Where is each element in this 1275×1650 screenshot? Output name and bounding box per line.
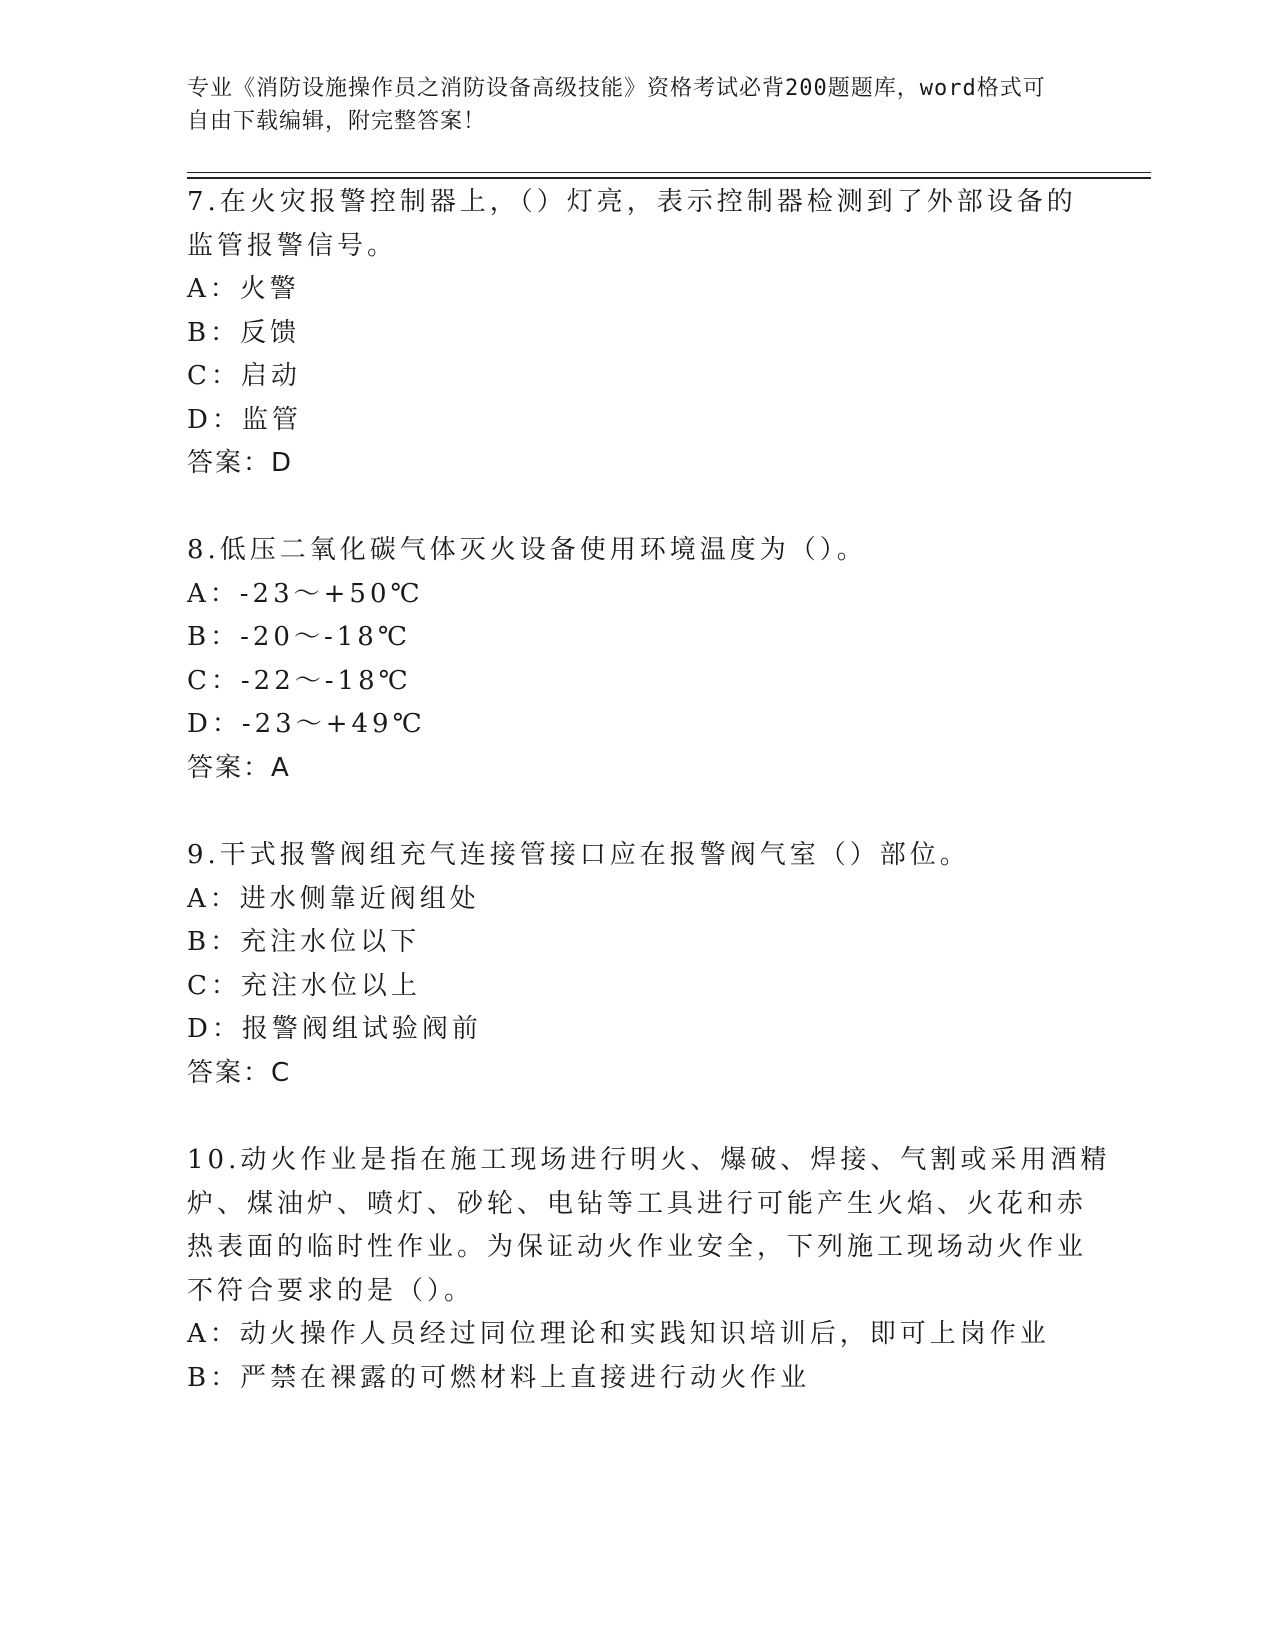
question-10-stem-line-4: 不符合要求的是（）。	[187, 1276, 475, 1306]
document-header: 专业《消防设施操作员之消防设备高级技能》资格考试必背200题题库，word格式可自由下载编辑，附完整答案！	[187, 76, 1046, 134]
question-8-option-b: B：-20～-18℃	[187, 622, 411, 652]
question-9-answer: 答案：C	[187, 1058, 292, 1088]
question-8-option-d: D：-23～+49℃	[187, 709, 426, 739]
question-10-option-a: A：动火操作人员经过同位理论和实践知识培训后，即可上岗作业	[187, 1319, 1050, 1349]
question-8-option-c: C：-22～-18℃	[187, 666, 412, 696]
question-9-option-a: A：进水侧靠近阀组处	[187, 884, 480, 914]
question-10-option-b: B：严禁在裸露的可燃材料上直接进行动火作业	[187, 1363, 811, 1393]
question-9-stem-line-1: 9.干式报警阀组充气连接管接口应在报警阀气室（）部位。	[187, 840, 970, 870]
question-7-stem-line-1: 7.在火灾报警控制器上，（）灯亮，表示控制器检测到了外部设备的	[187, 187, 1077, 217]
question-10-stem-line-2: 炉、煤油炉、喷灯、砂轮、电钻等工具进行可能产生火焰、火花和赤	[187, 1189, 1088, 1219]
question-8-stem-line-1: 8.低压二氧化碳气体灭火设备使用环境温度为（）。	[187, 535, 867, 565]
question-7-answer: 答案：D	[187, 448, 294, 478]
question-7-option-d: D：监管	[187, 405, 302, 435]
question-10-stem-line-3: 热表面的临时性作业。为保证动火作业安全，下列施工现场动火作业	[187, 1232, 1088, 1262]
question-7-stem-line-2: 监管报警信号。	[187, 231, 398, 261]
question-7-option-c: C：启动	[187, 361, 301, 391]
question-7-option-a: A：火警	[187, 274, 300, 304]
question-8-answer: 答案：A	[187, 753, 291, 783]
question-7-option-b: B：反馈	[187, 318, 301, 348]
question-9-option-d: D：报警阀组试验阀前	[187, 1014, 482, 1044]
header-divider-thick	[187, 177, 1151, 179]
question-9-option-c: C：充注水位以上	[187, 971, 421, 1001]
question-9-option-b: B：充注水位以下	[187, 927, 421, 957]
question-10-stem-line-1: 10.动火作业是指在施工现场进行明火、爆破、焊接、气割或采用酒精	[187, 1145, 1111, 1175]
question-8-option-a: A：-23～+50℃	[187, 579, 424, 609]
header-divider-thin	[187, 172, 1151, 173]
